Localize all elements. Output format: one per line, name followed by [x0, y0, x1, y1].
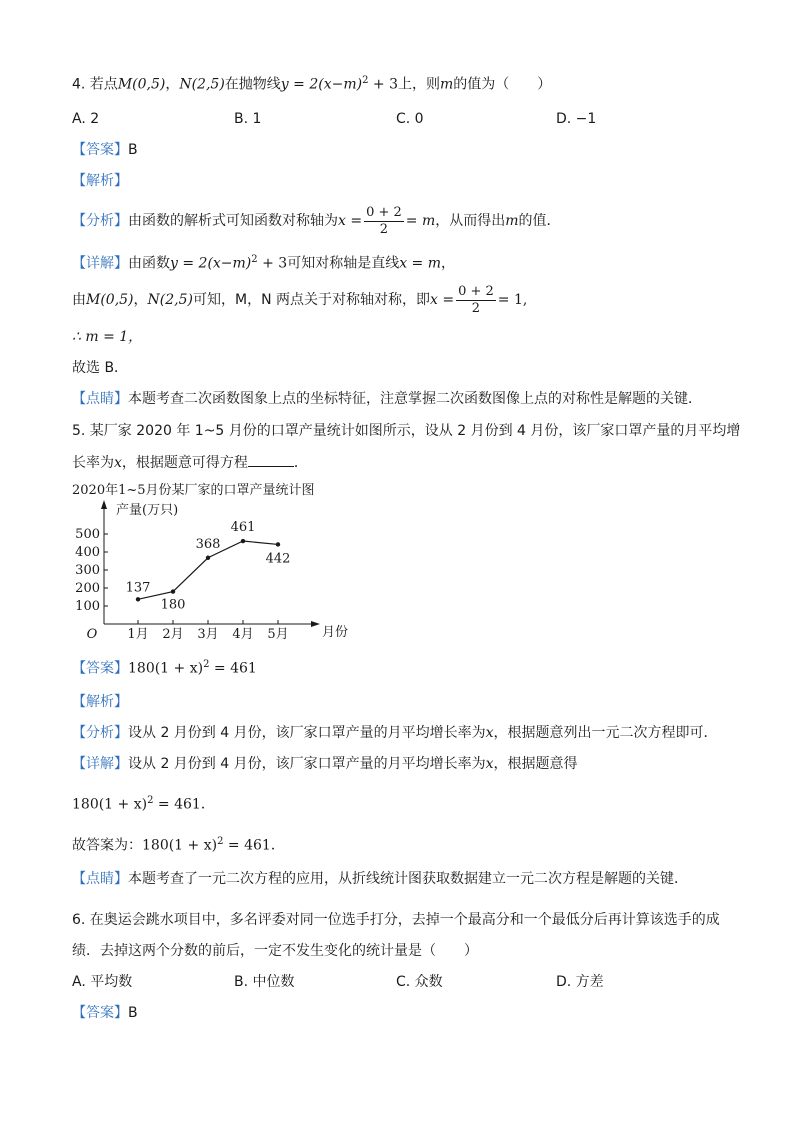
q6-answer: 【答案】B — [72, 1005, 138, 1021]
q4-option-c: C. 0 — [396, 111, 424, 127]
q5-fenxi: 【分析】设从 2 月份到 4 月份，该厂家口罩产量的月平均增长率为x，根据题意列出一元二次方程即可． — [72, 725, 718, 741]
q4-fenxi: 【分析】由函数的解析式可知函数对称轴为x = $\frac{0 + 2}{2}$ = m，从而得出m的值． — [72, 204, 561, 237]
y-tick-label: 200 — [75, 581, 100, 596]
q4-line3: 由M(0,5)，N(2,5)可知，M，N 两点关于对称轴对称，即x = $\frac{0 + 2}{2}$ = 1, — [72, 283, 528, 316]
q6-stem-line2: 绩．去掉这两个分数的前后，一定不发生变化的统计量是（ ） — [72, 943, 478, 959]
y-tick-label: 100 — [75, 599, 100, 614]
q6-option-c: C. 众数 — [396, 974, 443, 990]
y-tick-label: 400 — [75, 545, 100, 560]
data-label: 137 — [125, 580, 151, 596]
data-label: 180 — [160, 597, 186, 613]
q5-equation: $180(1 + x)^2 = 461$． — [72, 795, 215, 813]
x-tick-label: 2月 — [162, 627, 184, 642]
data-point — [206, 556, 210, 560]
answer-blank — [248, 452, 294, 467]
chart-plot-area — [75, 500, 348, 642]
x-axis-label: 月份 — [322, 625, 349, 640]
q5-stem-line1: 5. 某厂家 2020 年 1~5 月份的口罩产量统计如图所示，设从 2 月份到 4 月份，该厂家口罩产量的月平均增 — [72, 423, 741, 439]
y-axis-arrow — [101, 500, 107, 509]
q5-stem-line2: 长率为x，根据题意可得方程 ． — [72, 452, 308, 473]
q4-answer: 【答案】B — [72, 142, 138, 158]
y-axis-label: 产量(万只) — [116, 503, 179, 518]
q6-option-a: A. 平均数 — [72, 974, 133, 990]
x-tick-label: 4月 — [232, 627, 254, 642]
q6-option-b: B. 中位数 — [234, 974, 295, 990]
q4-xiangjie: 【详解】由函数$y = 2(x-m)^2 + 3$可知对称轴是直线x = m， — [72, 254, 456, 272]
x-tick-label: 3月 — [197, 627, 219, 642]
q4-dianjing: 【点睛】本题考查二次函数图象上点的坐标特征，注意掌握二次函数图像上点的对称性是解题的关键． — [72, 391, 702, 407]
origin-label: O — [86, 627, 98, 642]
q5-dianjing: 【点睛】本题考查了一元二次方程的应用，从折线统计图获取数据建立一元二次方程是解题的关键． — [72, 871, 688, 887]
line-chart — [60, 478, 360, 648]
y-tick-label: 300 — [75, 563, 100, 578]
data-point — [171, 589, 175, 593]
fraction: $\frac{0 + 2}{2}$ — [366, 204, 402, 237]
x-axis-arrow — [311, 621, 320, 627]
q5-answer: 【答案】$180(1 + x)^2 = 461$ — [72, 659, 257, 677]
chart-title: 2020年1~5月份某厂家的口罩产量统计图 — [72, 483, 315, 498]
data-label: 461 — [230, 520, 256, 536]
y-tick-label: 500 — [75, 527, 100, 542]
q4-option-b: B. 1 — [234, 111, 262, 127]
fraction: $\frac{0 + 2}{2}$ — [458, 283, 494, 316]
q4-option-d: D. −1 — [556, 111, 597, 127]
q6-option-d: D. 方差 — [556, 974, 604, 990]
q5-xiangjie: 【详解】设从 2 月份到 4 月份，该厂家口罩产量的月平均增长率为x，根据题意得 — [72, 756, 578, 772]
q4-option-a: A. 2 — [72, 111, 100, 127]
q5-analysis-heading: 【解析】 — [72, 694, 128, 710]
x-tick-label: 1月 — [127, 627, 149, 642]
q4-line4: ∴ m = 1， — [72, 329, 143, 345]
q4-analysis-heading: 【解析】 — [72, 173, 128, 189]
data-point — [241, 539, 245, 543]
data-point — [276, 542, 280, 546]
data-point — [136, 597, 140, 601]
q6-stem-line1: 6. 在奥运会跳水项目中，多名评委对同一位选手打分，去掉一个最高分和一个最低分后再计算该选手的成 — [72, 912, 720, 928]
x-tick-label: 5月 — [267, 627, 289, 642]
data-label: 442 — [265, 551, 291, 567]
q4-line5: 故选 B． — [72, 360, 129, 376]
q4-stem: 4. 若点M(0,5)，N(2,5)在抛物线$y = 2(x-m)^2 + 3$上，则m的值为（ ） — [72, 75, 552, 93]
q5-final-answer: 故答案为：$180(1 + x)^2 = 461$． — [72, 836, 285, 854]
data-label: 368 — [195, 536, 221, 552]
